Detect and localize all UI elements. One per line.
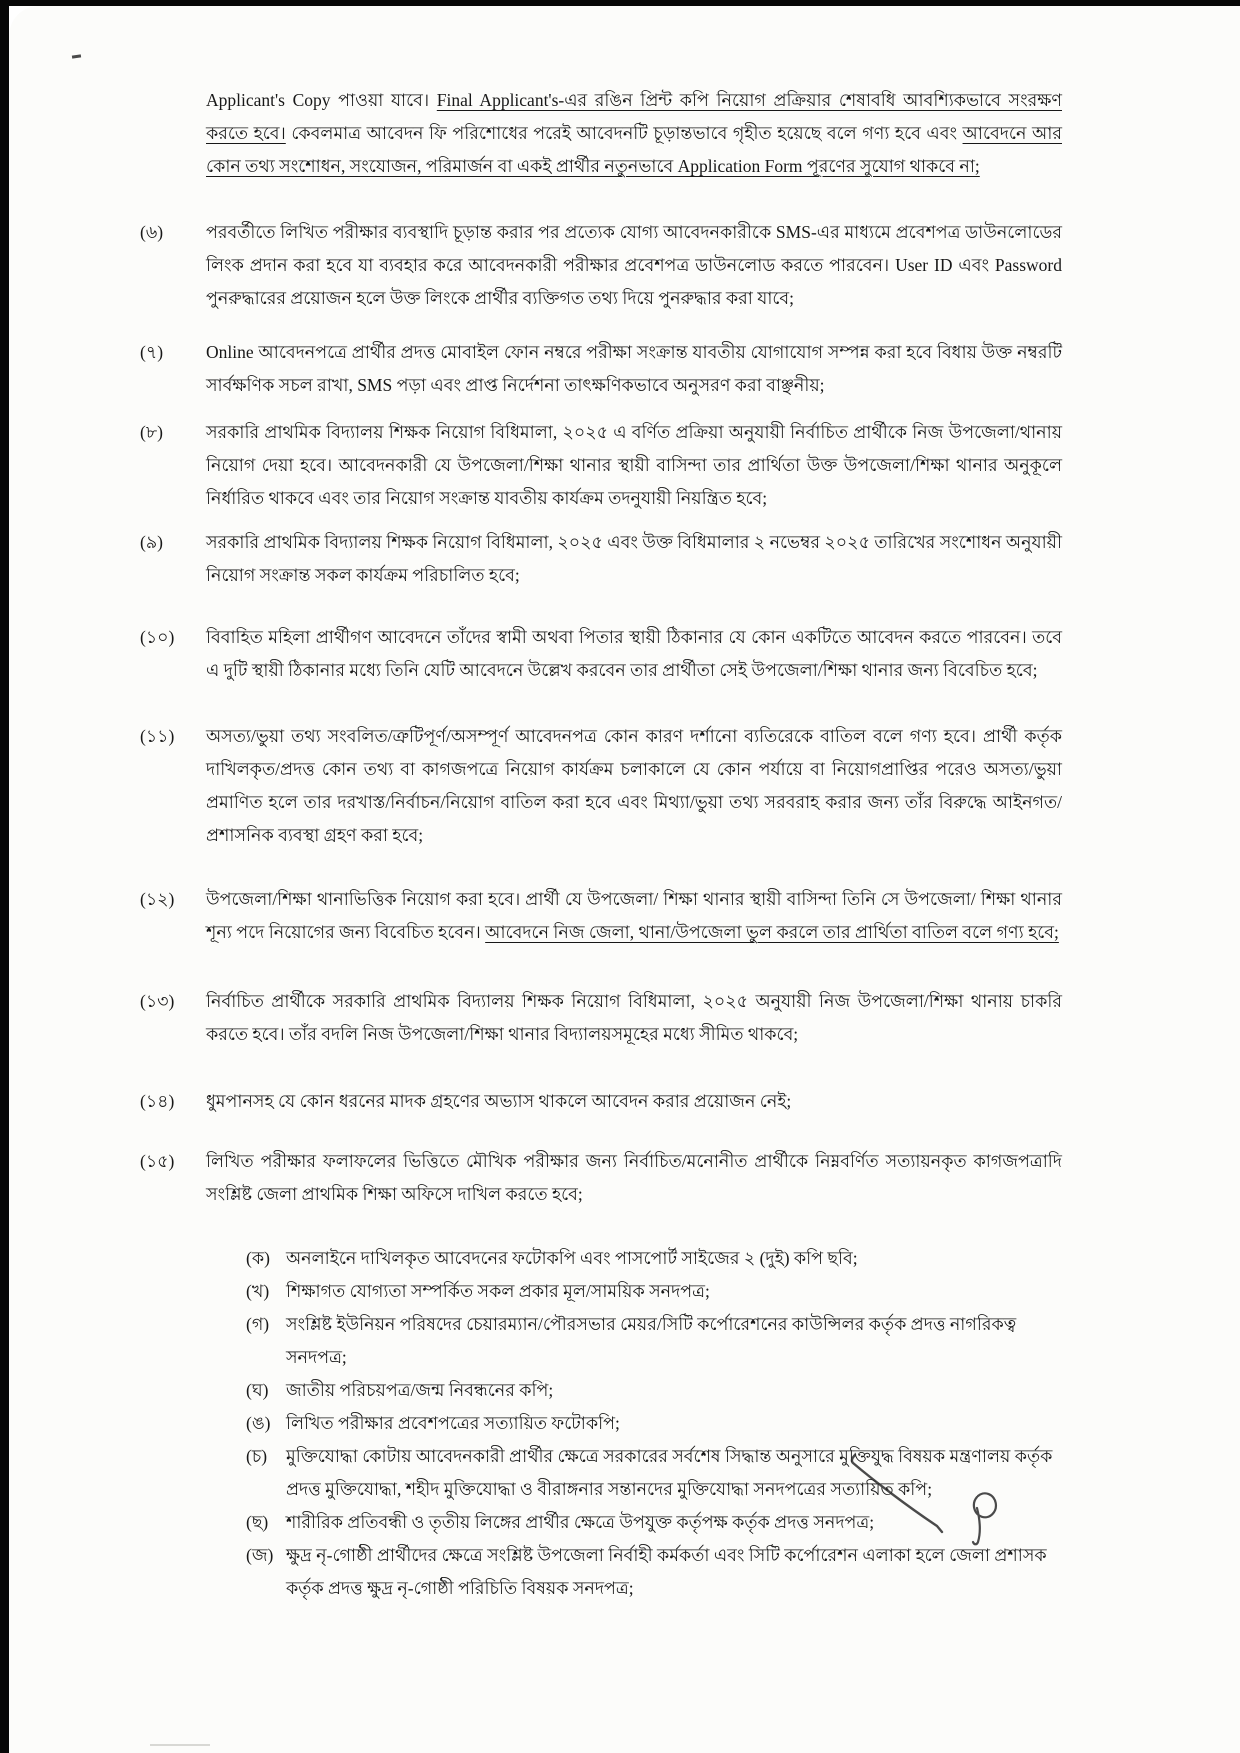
item-number: (১০): [140, 627, 175, 647]
scan-artifact: [150, 1744, 210, 1746]
list-item-11: [140, 720, 1062, 852]
sub-item-number: (ক): [246, 1248, 270, 1268]
sub-item-text: শারীরিক প্রতিবন্ধী ও তৃতীয় লিঙ্গের প্রার্থীর ক্ষেত্রে উপযুক্ত কর্তৃপক্ষ কর্তৃক প্রদত্ত সনদপত্র;: [286, 1512, 875, 1532]
list-item-12: [140, 883, 1062, 949]
intro-run-underlined: আবেদনে আর কোন তথ্য সংশোধন, সংযোজন, পরিমার্জন বা একই প্রার্থীর নতুনভাবে Application Form পূরণের সুযোগ থাকবে না;: [206, 123, 1062, 176]
sub-item-text: সংশ্লিষ্ট ইউনিয়ন পরিষদের চেয়ারম্যান/পৌরসভার মেয়র/সিটি কর্পোরেশনের কাউন্সিলর কর্তৃক প্রদত্ত নাগরিকত্ব সনদপত্র;: [286, 1314, 1017, 1367]
numbered-list: [140, 216, 1062, 1211]
list-item-8: [140, 416, 1062, 515]
sub-item-text: অনলাইনে দাখিলকৃত আবেদনের ফটোকপি এবং পাসপোর্ট সাইজের ২ (দুই) কপি ছবি;: [286, 1248, 858, 1268]
item-text: [206, 720, 1062, 852]
scan-edge-left: [0, 0, 9, 1753]
sub-item-number: (জ): [246, 1545, 274, 1565]
sub-item-text: ক্ষুদ্র নৃ-গোষ্ঠী প্রার্থীদের ক্ষেত্রে সংশ্লিষ্ট উপজেলা নির্বাহী কর্মকর্তা এবং সিটি কর্পোরেশন এলাকা হলে জেলা প্রশাসক কর্তৃক প্রদত্ত ক্ষুদ্র নৃ-গোষ্ঠী পরিচিতি বিষয়ক সনদপত্র;: [286, 1545, 1047, 1598]
sub-item-uma: [246, 1407, 1062, 1440]
intro-paragraph: [206, 84, 1062, 183]
item-text-run: অসত্য/ভুয়া তথ্য সংবলিত/ত্রুটিপূর্ণ/অসম্পূর্ণ আবেদনপত্র কোন কারণ দর্শানো ব্যতিরেকে বাতিল বলে গণ্য হবে। প্রার্থী কর্তৃক দাখিলকৃত/প্রদত্ত কোন তথ্য বা কাগজপত্রে নিয়োগ কার্যক্রম চলাকালে যে কোন পর্যায়ে বা নিয়োগপ্রাপ্তির পরেও অসত্য/ভুয়া প্রমাণিত হলে তার দরখাস্ত/নির্বাচন/নিয়োগ বাতিল করা হবে এবং মিথ্যা/ভুয়া তথ্য সরবরাহ করার জন্য তাঁর বিরুদ্ধে আইনগত/প্রশাসনিক ব্যবস্থা গ্রহণ করা হবে;: [206, 726, 1062, 845]
item-text-underlined-run: আবেদনে নিজ জেলা, থানা/উপজেলা ভুল করলে তার প্রার্থিতা বাতিল বলে গণ্য হবে;: [485, 922, 1059, 942]
list-item-15: [140, 1145, 1062, 1211]
item-number: (৯): [140, 532, 164, 552]
sub-item-text: শিক্ষাগত যোগ্যতা সম্পর্কিত সকল প্রকার মূল/সাময়িক সনদপত্র;: [286, 1281, 710, 1301]
document-content: [140, 84, 1062, 1605]
sub-item-text: লিখিত পরীক্ষার প্রবেশপত্রের সত্যায়িত ফটোকপি;: [286, 1413, 620, 1433]
item-text: [206, 621, 1062, 687]
item-number: (৭): [140, 342, 164, 362]
item-number: (১৫): [140, 1151, 175, 1171]
item-number: (১২): [140, 889, 175, 909]
item-text-run: Online আবেদনপত্রে প্রার্থীর প্রদত্ত মোবাইল ফোন নম্বরে পরীক্ষা সংক্রান্ত যাবতীয় যোগাযোগ সম্পন্ন করা হবে বিধায় উক্ত নম্বরটি সার্বক্ষণিক সচল রাখা, SMS পড়া এবং প্রাপ্ত নির্দেশনা তাৎক্ষণিকভাবে অনুসরণ করা বাঞ্ছনীয়;: [206, 342, 1062, 395]
list-item-14: [140, 1085, 1062, 1118]
item-text: [206, 216, 1062, 315]
sub-item-number: (ঘ): [246, 1380, 269, 1400]
item-text: [206, 1145, 1062, 1211]
item-text-run: উপজেলা/শিক্ষা থানাভিত্তিক নিয়োগ করা হবে। প্রার্থী যে উপজেলা/ শিক্ষা থানার স্থায়ী বাসিন্দা তিনি সে উপজেলা/ শিক্ষা থানার শূন্য পদে নিয়োগের জন্য বিবেচিত হবেন।: [206, 889, 1062, 942]
sub-item-number: (ছ): [246, 1512, 269, 1532]
list-item-9: [140, 526, 1062, 592]
list-item-13: [140, 985, 1062, 1051]
sub-item-ka: [246, 1242, 1062, 1275]
item-number: (৬): [140, 222, 164, 242]
item-text-run: সরকারি প্রাথমিক বিদ্যালয় শিক্ষক নিয়োগ বিধিমালা, ২০২৫ এ বর্ণিত প্রক্রিয়া অনুযায়ী নির্বাচিত প্রার্থীকে নিজ উপজেলা/থানায় নিয়োগ দেয়া হবে। আবেদনকারী যে উপজেলা/শিক্ষা থানার স্থায়ী বাসিন্দা তার প্রার্থিতা উক্ত উপজেলা/শিক্ষা থানার অনুকূলে নির্ধারিত থাকবে এবং তার নিয়োগ সংক্রান্ত যাবতীয় কার্যক্রম তদনুযায়ী নিয়ন্ত্রিত হবে;: [206, 422, 1062, 508]
item-text-run: সরকারি প্রাথমিক বিদ্যালয় শিক্ষক নিয়োগ বিধিমালা, ২০২৫ এবং উক্ত বিধিমালার ২ নভেম্বর ২০২৫ তারিখের সংশোধন অনুযায়ী নিয়োগ সংক্রান্ত সকল কার্যক্রম পরিচালিত হবে;: [206, 532, 1062, 585]
item-number: (১৩): [140, 991, 175, 1011]
item-text-run: পরবর্তীতে লিখিত পরীক্ষার ব্যবস্থাদি চূড়ান্ত করার পর প্রত্যেক যোগ্য আবেদনকারীকে SMS-এর মাধ্যমে প্রবেশপত্র ডাউনলোডের লিংক প্রদান করা হবে যা ব্যবহার করে আবেদনকারী পরীক্ষার প্রবেশপত্র ডাউনলোড করতে পারবেন। User ID এবং Password পুনরুদ্ধারের প্রয়োজন হলে উক্ত লিংকে প্রার্থীর ব্যক্তিগত তথ্য দিয়ে পুনরুদ্ধার করা যাবে;: [206, 222, 1062, 308]
item-text: [206, 883, 1062, 949]
item-text-run: নির্বাচিত প্রার্থীকে সরকারি প্রাথমিক বিদ্যালয় শিক্ষক নিয়োগ বিধিমালা, ২০২৫ অনুযায়ী নিজ উপজেলা/শিক্ষা থানায় চাকরি করতে হবে। তাঁর বদলি নিজ উপজেলা/শিক্ষা থানার বিদ্যালয়সমূহের মধ্যে সীমিত থাকবে;: [206, 991, 1062, 1044]
item-text: [206, 526, 1062, 592]
sub-item-number: (চ): [246, 1446, 268, 1466]
sub-item-text: জাতীয় পরিচয়পত্র/জন্ম নিবন্ধনের কপি;: [286, 1380, 554, 1400]
sub-item-gha: [246, 1374, 1062, 1407]
item-number: (১৪): [140, 1091, 175, 1111]
sub-item-text: মুক্তিযোদ্ধা কোটায় আবেদনকারী প্রার্থীর ক্ষেত্রে সরকারের সর্বশেষ সিদ্ধান্ত অনুসারে মুক্তিযুদ্ধ বিষয়ক মন্ত্রণালয় কর্তৃক প্রদত্ত মুক্তিযোদ্ধা, শহীদ মুক্তিযোদ্ধা ও বীরাঙ্গনার সন্তানদের মুক্তিযোদ্ধা সনদপত্রের সত্যায়িত কপি;: [286, 1446, 1053, 1499]
item-text: [206, 336, 1062, 402]
item-number: (১১): [140, 726, 175, 746]
item-number: (৮): [140, 422, 164, 442]
sub-item-number: (ঙ): [246, 1413, 271, 1433]
item-text-run: ধুমপানসহ যে কোন ধরনের মাদক গ্রহণের অভ্যাস থাকলে আবেদন করার প্রয়োজন নেই;: [206, 1091, 792, 1111]
signature-mark: [845, 1448, 1010, 1553]
list-item-7: [140, 336, 1062, 402]
intro-run-underlined: Final Applicant's-এর রঙিন প্রিন্ট কপি নিয়োগ প্রক্রিয়ার শেষাবধি আবশ্যিকভাবে সংরক্ষণ করতে হবে।: [206, 90, 1062, 143]
list-item-6: [140, 216, 1062, 315]
sub-item-ga: [246, 1308, 1062, 1374]
list-item-10: [140, 621, 1062, 687]
intro-run-plain: কেবলমাত্র আবেদন ফি পরিশোধের পরেই আবেদনটি চূড়ান্তভাবে গৃহীত হয়েছে বলে গণ্য হবে এবং: [285, 123, 963, 143]
sub-item-number: (খ): [246, 1281, 270, 1301]
item-text: [206, 1085, 1062, 1118]
intro-run-plain: Applicant's Copy পাওয়া যাবে।: [206, 90, 437, 110]
item-text-run: লিখিত পরীক্ষার ফলাফলের ভিত্তিতে মৌখিক পরীক্ষার জন্য নির্বাচিত/মনোনীত প্রার্থীকে নিম্নবর্ণিত সত্যায়নকৃত কাগজপত্রাদি সংশ্লিষ্ট জেলা প্রাথমিক শিক্ষা অফিসে দাখিল করতে হবে;: [206, 1151, 1062, 1204]
sub-item-kha: [246, 1275, 1062, 1308]
item-text: [206, 985, 1062, 1051]
item-text: [206, 416, 1062, 515]
item-text-run: বিবাহিত মহিলা প্রার্থীগণ আবেদনে তাঁদের স্বামী অথবা পিতার স্থায়ী ঠিকানার যে কোন একটিতে আবেদন করতে পারবেন। তবে এ দুটি স্থায়ী ঠিকানার মধ্যে তিনি যেটি আবেদনে উল্লেখ করবেন তার প্রার্থীতা সেই উপজেলা/শিক্ষা থানার জন্য বিবেচিত হবে;: [206, 627, 1062, 680]
sub-item-number: (গ): [246, 1314, 270, 1334]
